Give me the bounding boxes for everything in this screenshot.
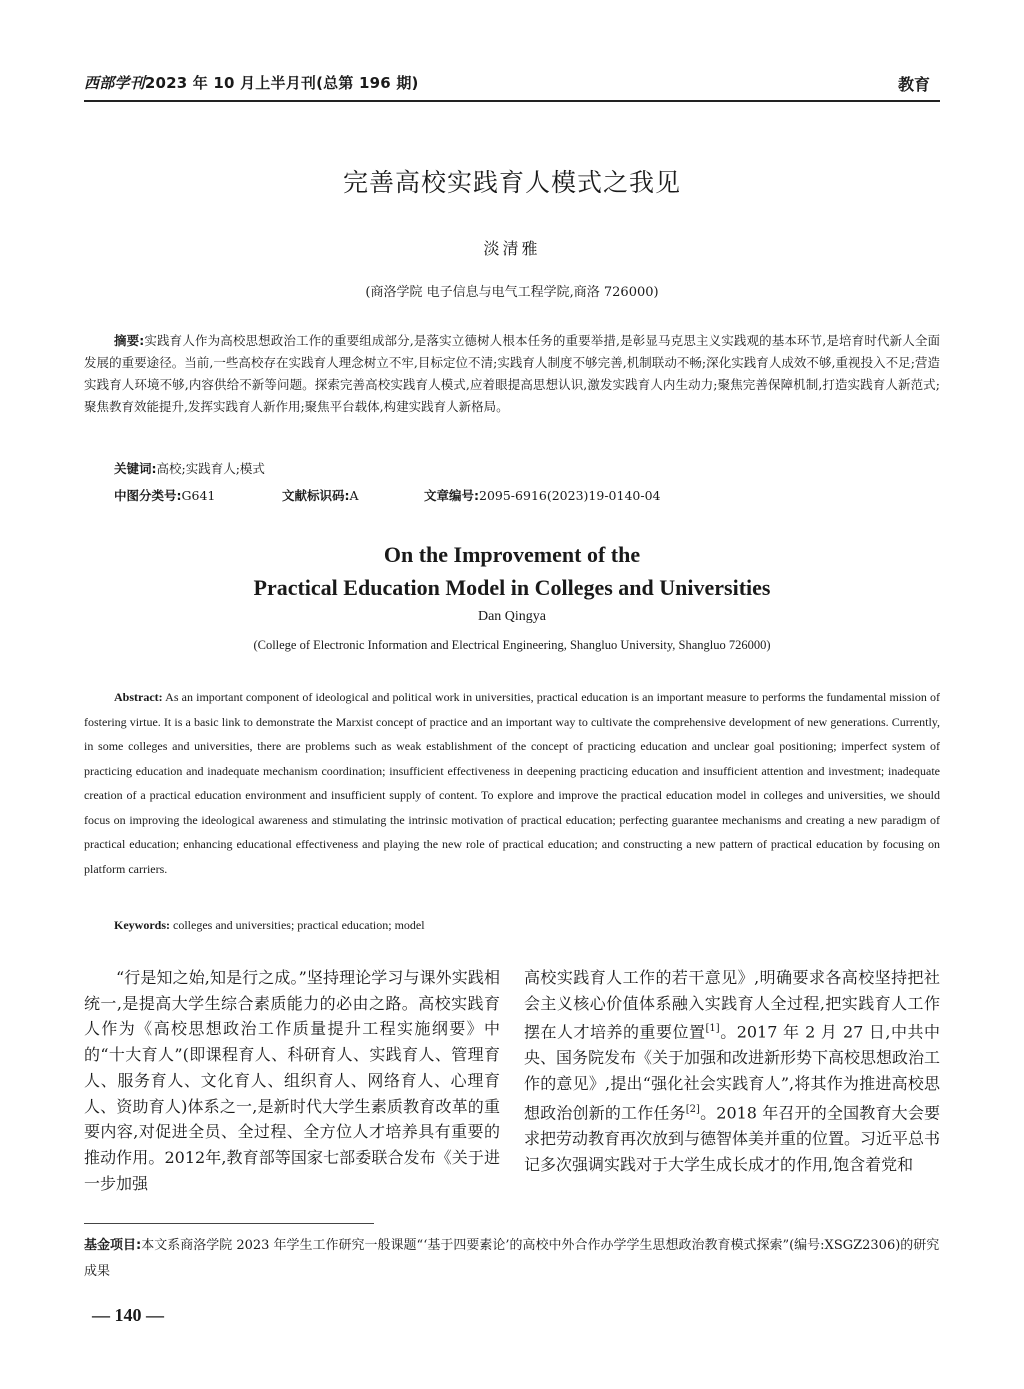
doc-value: A <box>349 488 359 503</box>
section-label: 教育 <box>897 75 930 94</box>
abstract-en-text: As an important component of ideological and political work in universities, practical education is an important measure to performs the fundamental mission of fostering virtue. It is a basic link to demonstrate the Marxist concept of practice and an important way to cultivate the comprehensive development of new generations. Currently, in some colleges and universities, there are problems such as weak establishment of the concept of practicing education and unclear goal positioning; imperfect system of practicing education and inadequate mechanism coordination; insufficient effectiveness in deepening practicing education and insufficient attention and investment; inadequate creation of a practical education environment and insufficient supply of content. To explore and improve the practical education model in colleges and universities, we should focus on improving the ideological awareness and stimulating the intrinsic motivation of practical education; perfecting guarantee mechanisms and creating a new paradigm of practical education; enhancing educational effectiveness and playing the new role of practical education; and constructing a new pattern of practical education by focusing on platform carriers. <box>84 690 940 876</box>
footnote-label: 基金项目: <box>84 1238 142 1253</box>
keywords-en-label: Keywords: <box>114 918 170 932</box>
abstract-cn <box>84 330 940 418</box>
page-title-cn: 完善高校实践育人模式之我见 <box>342 168 681 197</box>
footnote-text: 本文系商洛学院 2023 年学生工作研究一般课题“‘基于四要素论’的高校中外合作办学学生思想政治教育模式探索”(编号:XSGZ2306)的研究成果 <box>84 1238 940 1279</box>
body-left-column: “行是知之始,知是行之成。”坚持理论学习与课外实践相统一,是提高大学生综合素质能力的必由之路。高校实践育人作为《高校思想政治工作质量提升工程实施纲要》中的“十大育人”(即课程育人、科研育人、实践育人、管理育人、服务育人、文化育人、组织育人、网络育人、心理育人、资助育人)体系之一,是新时代大学生素质教育改革的重要内容,对促进全员、全过程、全方位人才培养具有重要的推动作用。2012年,教育部等国家七部委联合发布《关于进一步加强 <box>84 968 500 1193</box>
affiliation-en: (College of Electronic Information and Electrical Engineering, Shangluo University, Shangluo 726000) <box>253 638 771 652</box>
keywords-en <box>114 918 425 933</box>
clc-value: G641 <box>181 488 216 503</box>
page-number: — 140 — <box>92 1305 164 1325</box>
page-title-en <box>0 538 1024 604</box>
journal-name: 西部学刊 <box>84 74 145 92</box>
title-en-line1: On the Improvement of the <box>383 542 641 567</box>
running-header <box>84 70 940 102</box>
abstract-cn-text: 实践育人作为高校思想政治工作的重要组成部分,是落实立德树人根本任务的重要举措,是彰显马克思主义实践观的基本环节,是培育时代新人全面发展的重要途径。当前,一些高校存在实践育人理念树立不牢,目标定位不清;实践育人制度不够完善,机制联动不畅;深化实践育人成效不够,重视投入不足;营造实践育人环境不够,内容供给不新等问题。探索完善高校实践育人模式,应着眼提高思想认识,激发实践育人内生动力;聚焦完善保障机制,打造实践育人新范式;聚焦教育效能提升,发挥实践育人新作用;聚焦平台载体,构建实践育人新格局。 <box>84 333 940 414</box>
classification-row <box>114 486 660 504</box>
doc-label: 文献标识码: <box>282 488 350 503</box>
article-label: 文章编号: <box>424 488 479 503</box>
keywords-en-text: colleges and universities; practical education; model <box>173 918 425 932</box>
body-right-part2: 。2017 年 2 月 27 日,中共中央、国务院发布《关于加强和改进新形势下高校思想政治工作的意见》,提出“强化社会实践育人”,将其作为推进高校思想政治创新的工作任务 <box>524 1022 941 1123</box>
funding-footnote <box>84 1233 940 1285</box>
author-cn: 淡清雅 <box>483 239 541 258</box>
abstract-cn-label: 摘要: <box>114 333 145 348</box>
title-en-line2: Practical Education Model in Colleges and Universities <box>253 575 771 600</box>
abstract-en-label: Abstract: <box>114 690 163 704</box>
article-number <box>424 486 660 504</box>
body-right-part1: 高校实践育人工作的若干意见》,明确要求各高校坚持把社会主义核心价值体系融入实践育人全过程,把实践育人工作摆在人才培养的重要位置 <box>524 968 940 1042</box>
article-value: 2095-6916(2023)19-0140-04 <box>479 488 661 503</box>
document-code <box>282 486 424 504</box>
clc-label: 中图分类号: <box>114 488 182 503</box>
body-right-part3: 。2018 年召开的全国教育大会要求把劳动教育再次放到与德智体美并重的位置。习近平总书记多次强调实践对于大学生成长成才的作用,饱含着党和 <box>524 1103 941 1174</box>
header-journal-issue <box>84 72 419 93</box>
author-en: Dan Qingya <box>477 609 547 624</box>
citation-ref-2: [2] <box>685 1103 700 1115</box>
body-right-column <box>524 965 940 1177</box>
clc-number <box>114 486 282 504</box>
keywords-cn-label: 关键词: <box>114 461 157 476</box>
keywords-cn <box>114 459 265 477</box>
abstract-en <box>84 685 940 881</box>
footnote-divider <box>84 1223 374 1224</box>
affiliation-cn: (商洛学院 电子信息与电气工程学院,商洛 726000) <box>365 285 659 300</box>
citation-ref-1: [1] <box>705 1023 720 1035</box>
issue-info: 2023 年 10 月上半月刊(总第 196 期) <box>144 74 419 92</box>
keywords-cn-text: 高校;实践育人;模式 <box>156 461 265 476</box>
